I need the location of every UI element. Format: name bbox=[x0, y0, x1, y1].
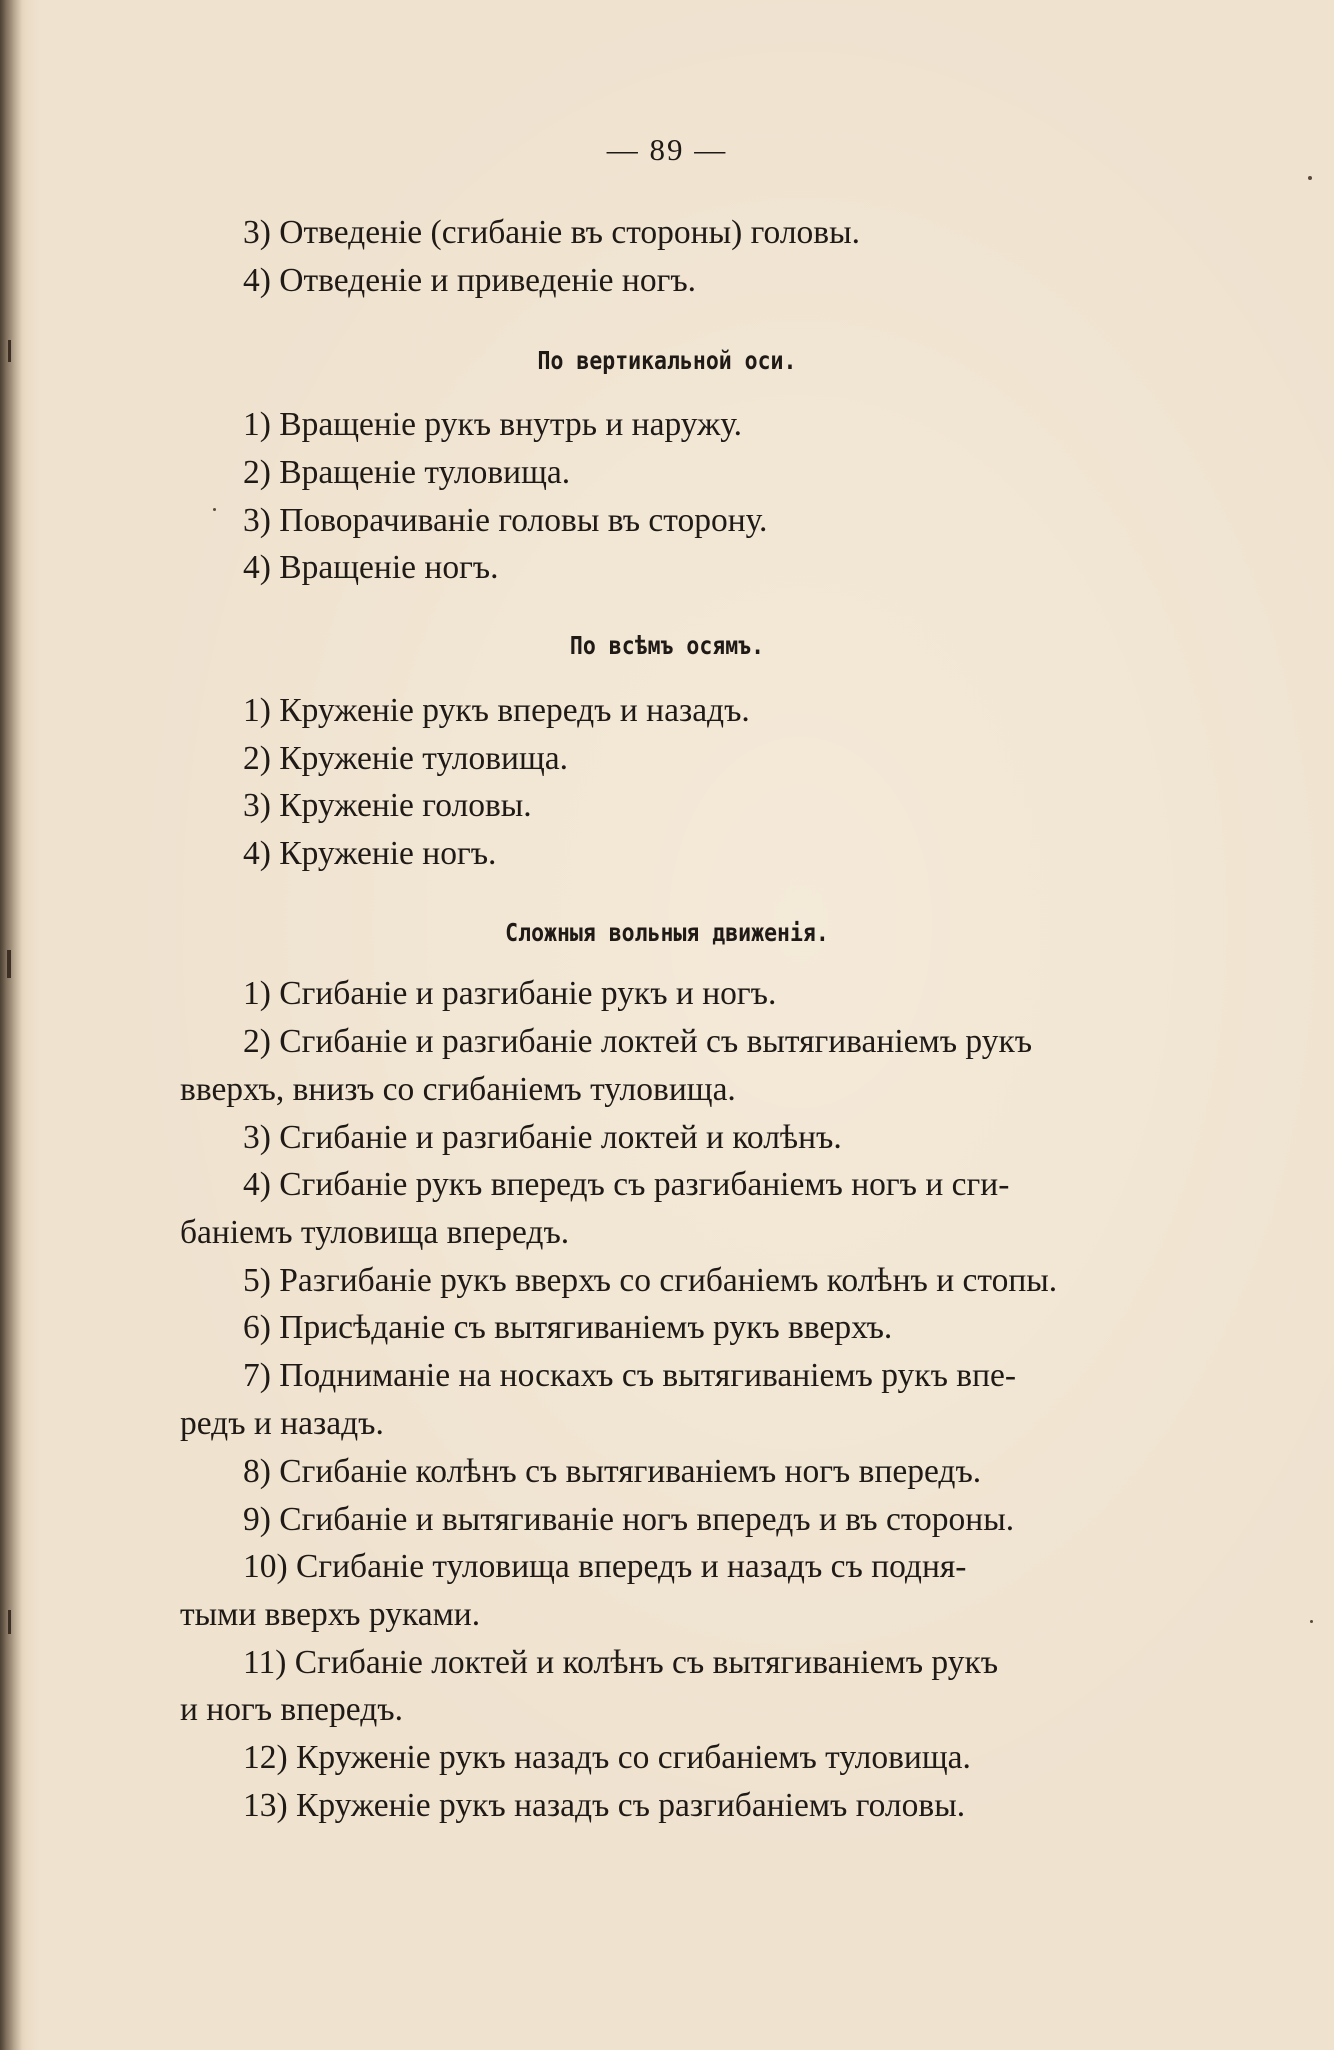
text-line: 7) Подниманіе на носкахъ съ вытягиваніемъ рукъ впе- bbox=[243, 1357, 1017, 1394]
edge-mark bbox=[8, 340, 11, 362]
text-line: 12) Круженіе рукъ назадъ со сгибаніемъ туловища. bbox=[243, 1739, 971, 1776]
page-number: — 89 — bbox=[606, 132, 728, 167]
text-line: 1) Вращеніе рукъ внутрь и наружу. bbox=[243, 406, 742, 443]
text-line: 8) Сгибаніе колѣнъ съ вытягиваніемъ ногъ впередъ. bbox=[243, 1453, 982, 1490]
text-line: 3) Отведеніе (сгибаніе въ стороны) головы. bbox=[243, 214, 860, 251]
spine-shadow bbox=[0, 0, 22, 2050]
text-line: 6) Присѣданіе съ вытягиваніемъ рукъ вверхъ. bbox=[243, 1309, 893, 1346]
text-line: 4) Круженіе ногъ. bbox=[243, 835, 497, 872]
section-heading: Сложныя вольныя движенія. bbox=[505, 918, 829, 947]
text-line: 13) Круженіе рукъ назадъ съ разгибаніемъ головы. bbox=[243, 1787, 966, 1824]
text-line: 4) Вращеніе ногъ. bbox=[243, 549, 499, 586]
text-line: 2) Вращеніе туловища. bbox=[243, 454, 571, 491]
text-line: 10) Сгибаніе туловища впередъ и назадъ съ подня- bbox=[243, 1548, 967, 1585]
text-line bbox=[243, 1025, 1165, 1059]
section-heading: По всѣмъ осямъ. bbox=[569, 631, 765, 660]
text-line: вверхъ, внизъ со сгибаніемъ туловища. bbox=[180, 1071, 736, 1108]
paper-speck bbox=[1310, 1620, 1313, 1623]
section-heading: По вертикальной оси. bbox=[537, 346, 797, 375]
text-line-content: 2) Сгибаніе и разгибаніе локтей съ вытягиваніемъ рукъ bbox=[243, 1023, 1033, 1060]
text-line: 3) Круженіе головы. bbox=[243, 787, 532, 824]
text-line: тыми вверхъ руками. bbox=[180, 1596, 481, 1633]
text-line: 2) Круженіе туловища. bbox=[243, 740, 569, 777]
text-line: баніемъ туловища впередъ. bbox=[180, 1214, 570, 1251]
text-line: и ногъ впередъ. bbox=[180, 1691, 403, 1728]
text-line: 3) Поворачиваніе головы въ сторону. bbox=[243, 502, 768, 539]
text-line: 3) Сгибаніе и разгибаніе локтей и колѣнъ. bbox=[243, 1119, 842, 1156]
text-line: 1) Сгибаніе и разгибаніе рукъ и ногъ. bbox=[243, 975, 777, 1012]
text-line: 4) Отведеніе и приведеніе ногъ. bbox=[243, 262, 697, 299]
paper-speck bbox=[1308, 176, 1312, 180]
edge-mark bbox=[7, 950, 11, 978]
text-line: редъ и назадъ. bbox=[180, 1405, 384, 1442]
edge-mark bbox=[8, 1610, 11, 1634]
text-line: 4) Сгибаніе рукъ впередъ съ разгибаніемъ ногъ и сги- bbox=[243, 1166, 1010, 1203]
paper-speck bbox=[213, 508, 216, 511]
text-line: 5) Разгибаніе рукъ вверхъ со сгибаніемъ колѣнъ и стопы. bbox=[243, 1262, 1058, 1299]
text-line: 11) Сгибаніе локтей и колѣнъ съ вытягиваніемъ рукъ bbox=[243, 1644, 999, 1681]
text-line: 9) Сгибаніе и вытягиваніе ногъ впередъ и въ стороны. bbox=[243, 1501, 1015, 1538]
text-line: 1) Круженіе рукъ впередъ и назадъ. bbox=[243, 692, 750, 729]
